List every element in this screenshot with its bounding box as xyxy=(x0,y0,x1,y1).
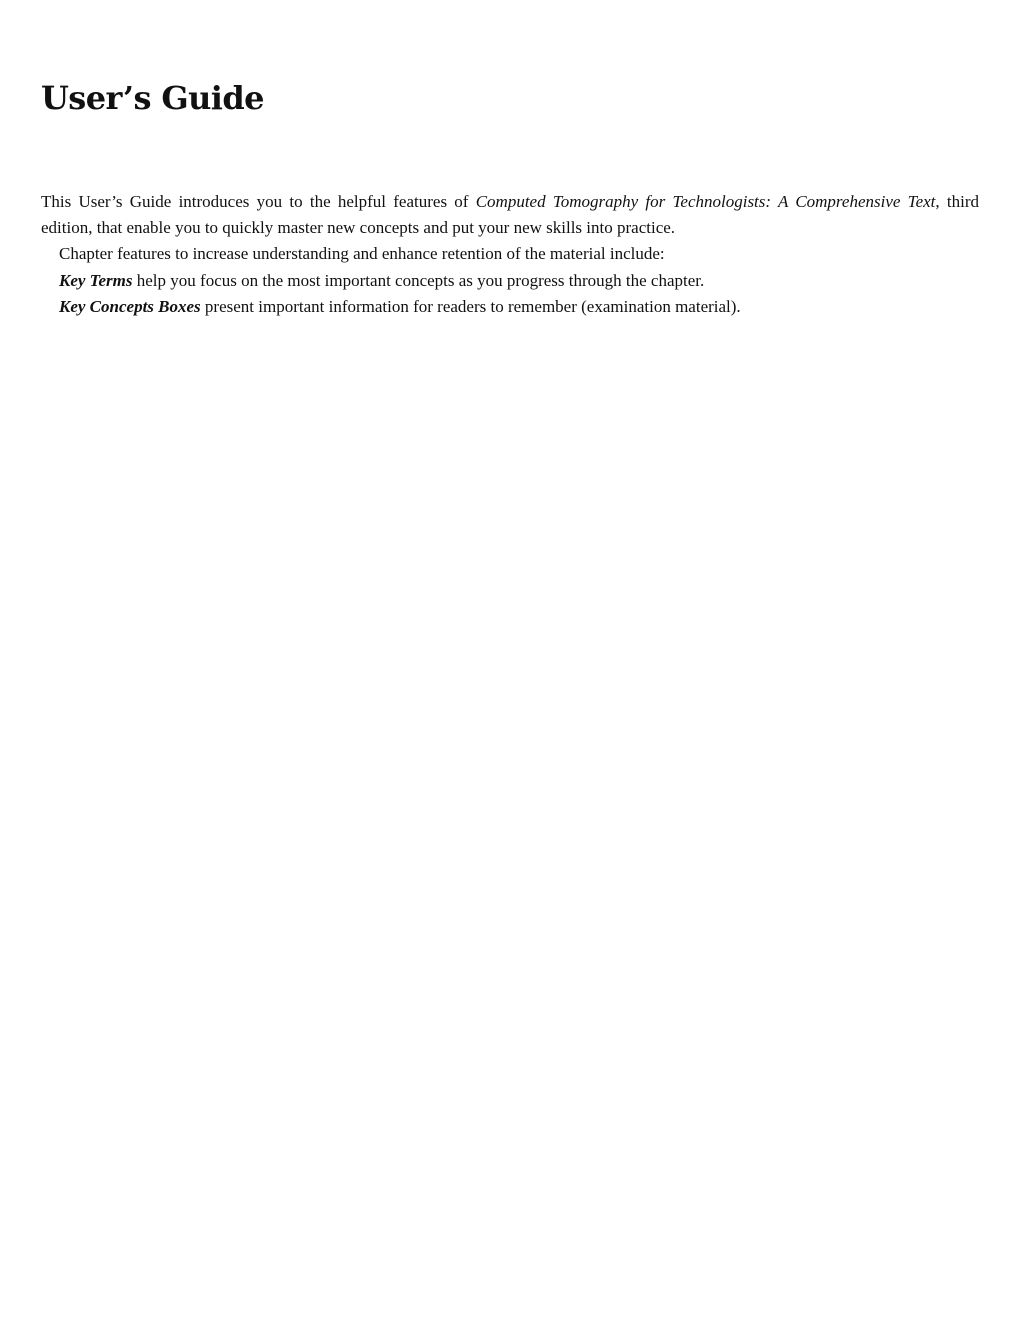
page-title: User’s Guide xyxy=(41,79,264,117)
feature-name: Key Terms xyxy=(59,270,133,290)
feature-description: present important information for readers to remember (examination material). xyxy=(200,296,741,316)
document-body xyxy=(41,189,979,320)
feature-name: Key Concepts Boxes xyxy=(59,296,201,316)
intro-text-before: This User’s Guide introduces you to the helpful features of xyxy=(41,192,476,211)
feature-item-key-concepts-boxes xyxy=(41,294,979,320)
feature-item-key-terms xyxy=(41,268,979,294)
book-title: Computed Tomography for Technologists: A Comprehensive Text xyxy=(475,192,936,211)
feature-description: help you focus on the most important concepts as you progress through the chapter. xyxy=(132,270,705,290)
features-lead-paragraph: Chapter features to increase understanding and enhance retention of the material include: xyxy=(59,244,665,264)
intro-text-after: , third edition, that enable you to quickly master new concepts and put your new skills into practice. xyxy=(41,192,980,238)
intro-paragraph xyxy=(41,189,979,241)
